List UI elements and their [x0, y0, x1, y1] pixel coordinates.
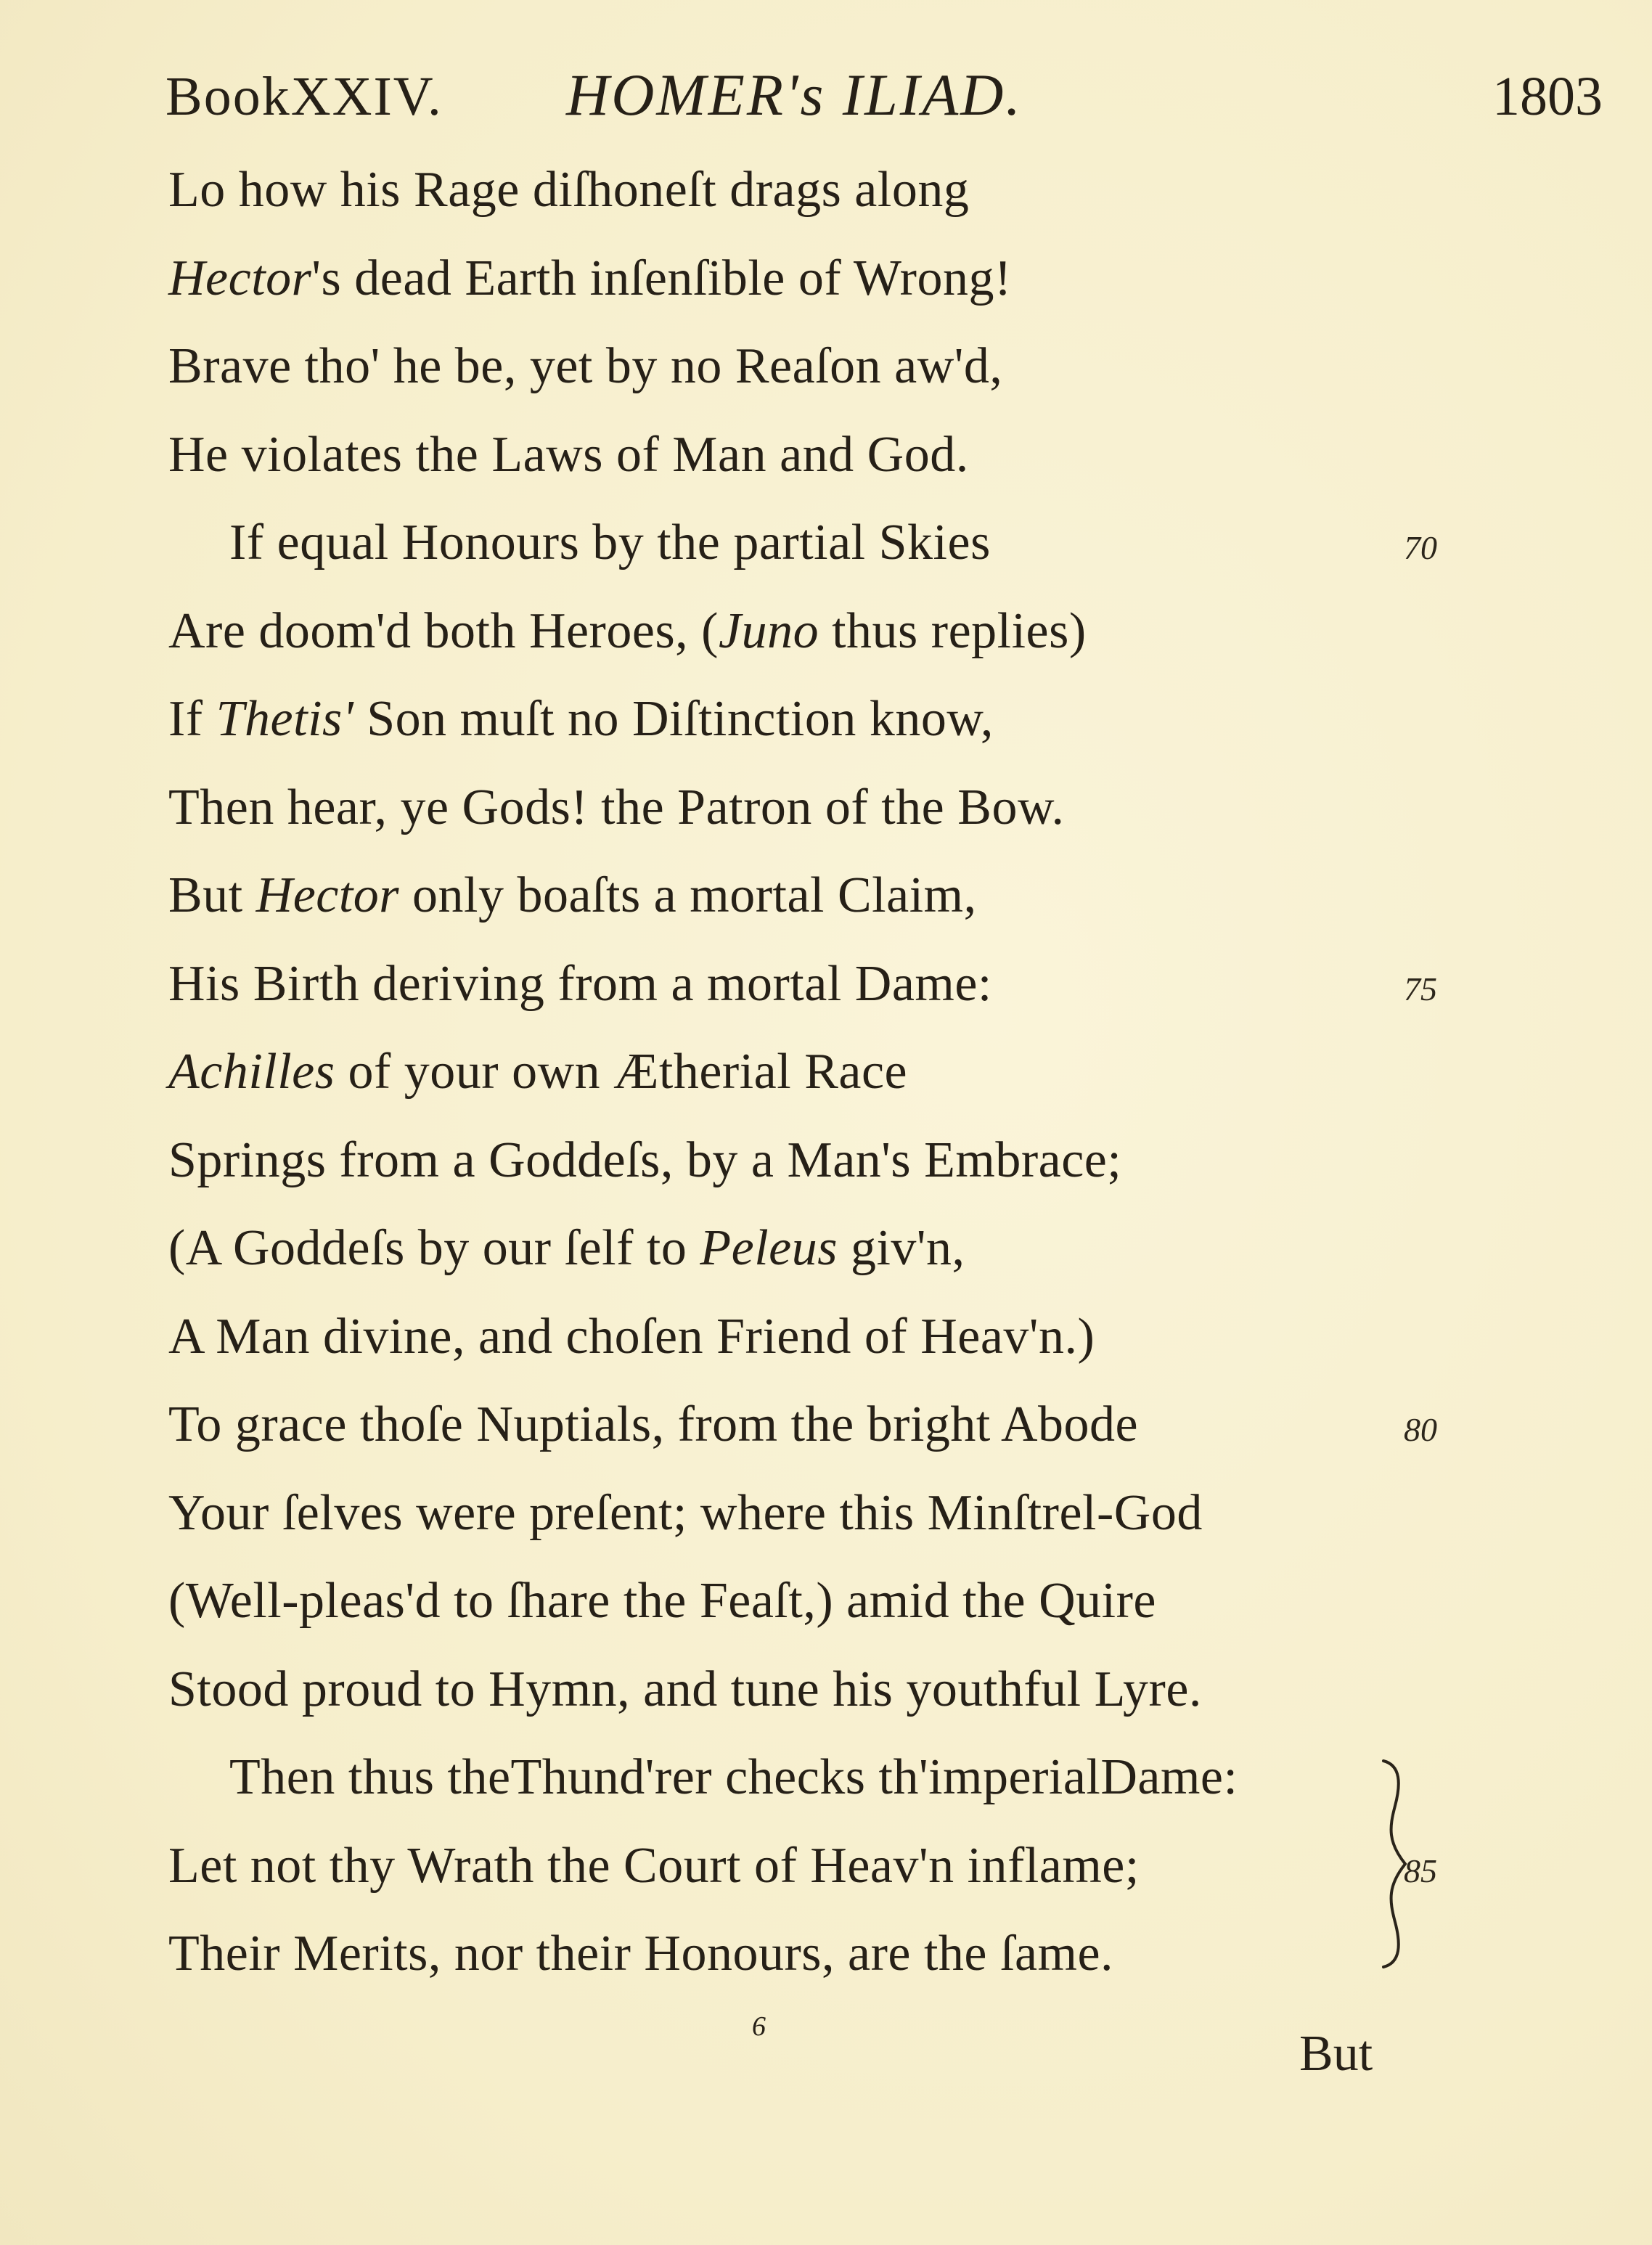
verse-line: Lo how his Rage diſhoneſt drags along	[168, 162, 970, 218]
verse-line: Stood proud to Hymn, and tune his youthful Lyre.	[168, 1661, 1202, 1717]
verse-text: only boaſts a mortal Claim,	[399, 867, 977, 923]
verse-line	[168, 1219, 965, 1292]
verse-text: If	[168, 691, 216, 747]
verse-text: thus replies)	[819, 602, 1087, 659]
verse-line	[168, 1043, 907, 1116]
verse-text: (A Goddeſs by our ſelf to	[168, 1220, 700, 1276]
verse-text: But	[168, 867, 256, 923]
verse-line: Their Merits, nor their Honours, are the ſame.	[168, 1926, 1114, 1982]
verse-text: giv'n,	[837, 1220, 965, 1276]
line-number: 85	[1404, 1852, 1437, 1889]
verse-line	[168, 690, 994, 763]
book-label: BookXXIV.	[165, 66, 443, 127]
verse-line: (Well-pleas'd to ſhare the Feaſt,) amid the Quire	[168, 1573, 1156, 1629]
catchword: But	[1299, 2026, 1373, 2082]
line-number: 70	[1404, 529, 1437, 566]
italic-name: Peleus	[700, 1220, 838, 1276]
verse-line: Springs from a Goddeſs, by a Man's Embrace;	[168, 1132, 1122, 1188]
verse-line: His Birth deriving from a mortal Dame:	[168, 955, 992, 1012]
italic-name: Juno	[719, 602, 819, 659]
triplet-brace-icon	[1376, 1755, 1420, 1973]
verse-line: To grace thoſe Nuptials, from the bright Abode	[168, 1397, 1139, 1452]
verse-line: If equal Honours by the partial Skies	[229, 515, 991, 571]
italic-name: Hector	[168, 250, 312, 306]
verse-text: of your own Ætherial Race	[335, 1044, 908, 1100]
line-number: 80	[1404, 1411, 1437, 1448]
verse-line	[168, 602, 1087, 675]
verse-line: Let not thy Wrath the Court of Heav'n inflame;	[168, 1837, 1140, 1894]
verse-text: Son muſt no Diſtinction know,	[353, 691, 994, 747]
italic-name: Achilles	[168, 1044, 335, 1100]
verse-line: Brave tho' he be, yet by no Reaſon aw'd,	[168, 338, 1003, 394]
signature-mark: 6	[752, 2011, 766, 2042]
running-title: HOMER's ILIAD.	[566, 62, 1023, 128]
page-number: 1803	[1492, 66, 1603, 127]
verse-line: Then thus theThund'rer checks th'imperialDame:	[229, 1749, 1238, 1805]
italic-name: Hector	[255, 867, 400, 923]
verse-line	[168, 250, 1012, 322]
line-number: 75	[1404, 970, 1437, 1007]
running-header	[165, 57, 1603, 136]
verse-line: Then hear, ye Gods! the Patron of the Bow.	[168, 779, 1065, 835]
italic-name: Thetis'	[216, 691, 354, 747]
verse-line: Your ſelves were preſent; where this Minſtrel-God	[168, 1484, 1203, 1541]
verse-text: Are doom'd both Heroes, (	[168, 602, 719, 659]
verse-line	[168, 867, 977, 939]
verse-line: He violates the Laws of Man and God.	[168, 426, 969, 483]
verse-line: A Man divine, and choſen Friend of Heav'n.)	[168, 1308, 1095, 1365]
verse-text: 's dead Earth inſenſible of Wrong!	[311, 250, 1012, 306]
bleed-through-text	[1321, 167, 1626, 1982]
